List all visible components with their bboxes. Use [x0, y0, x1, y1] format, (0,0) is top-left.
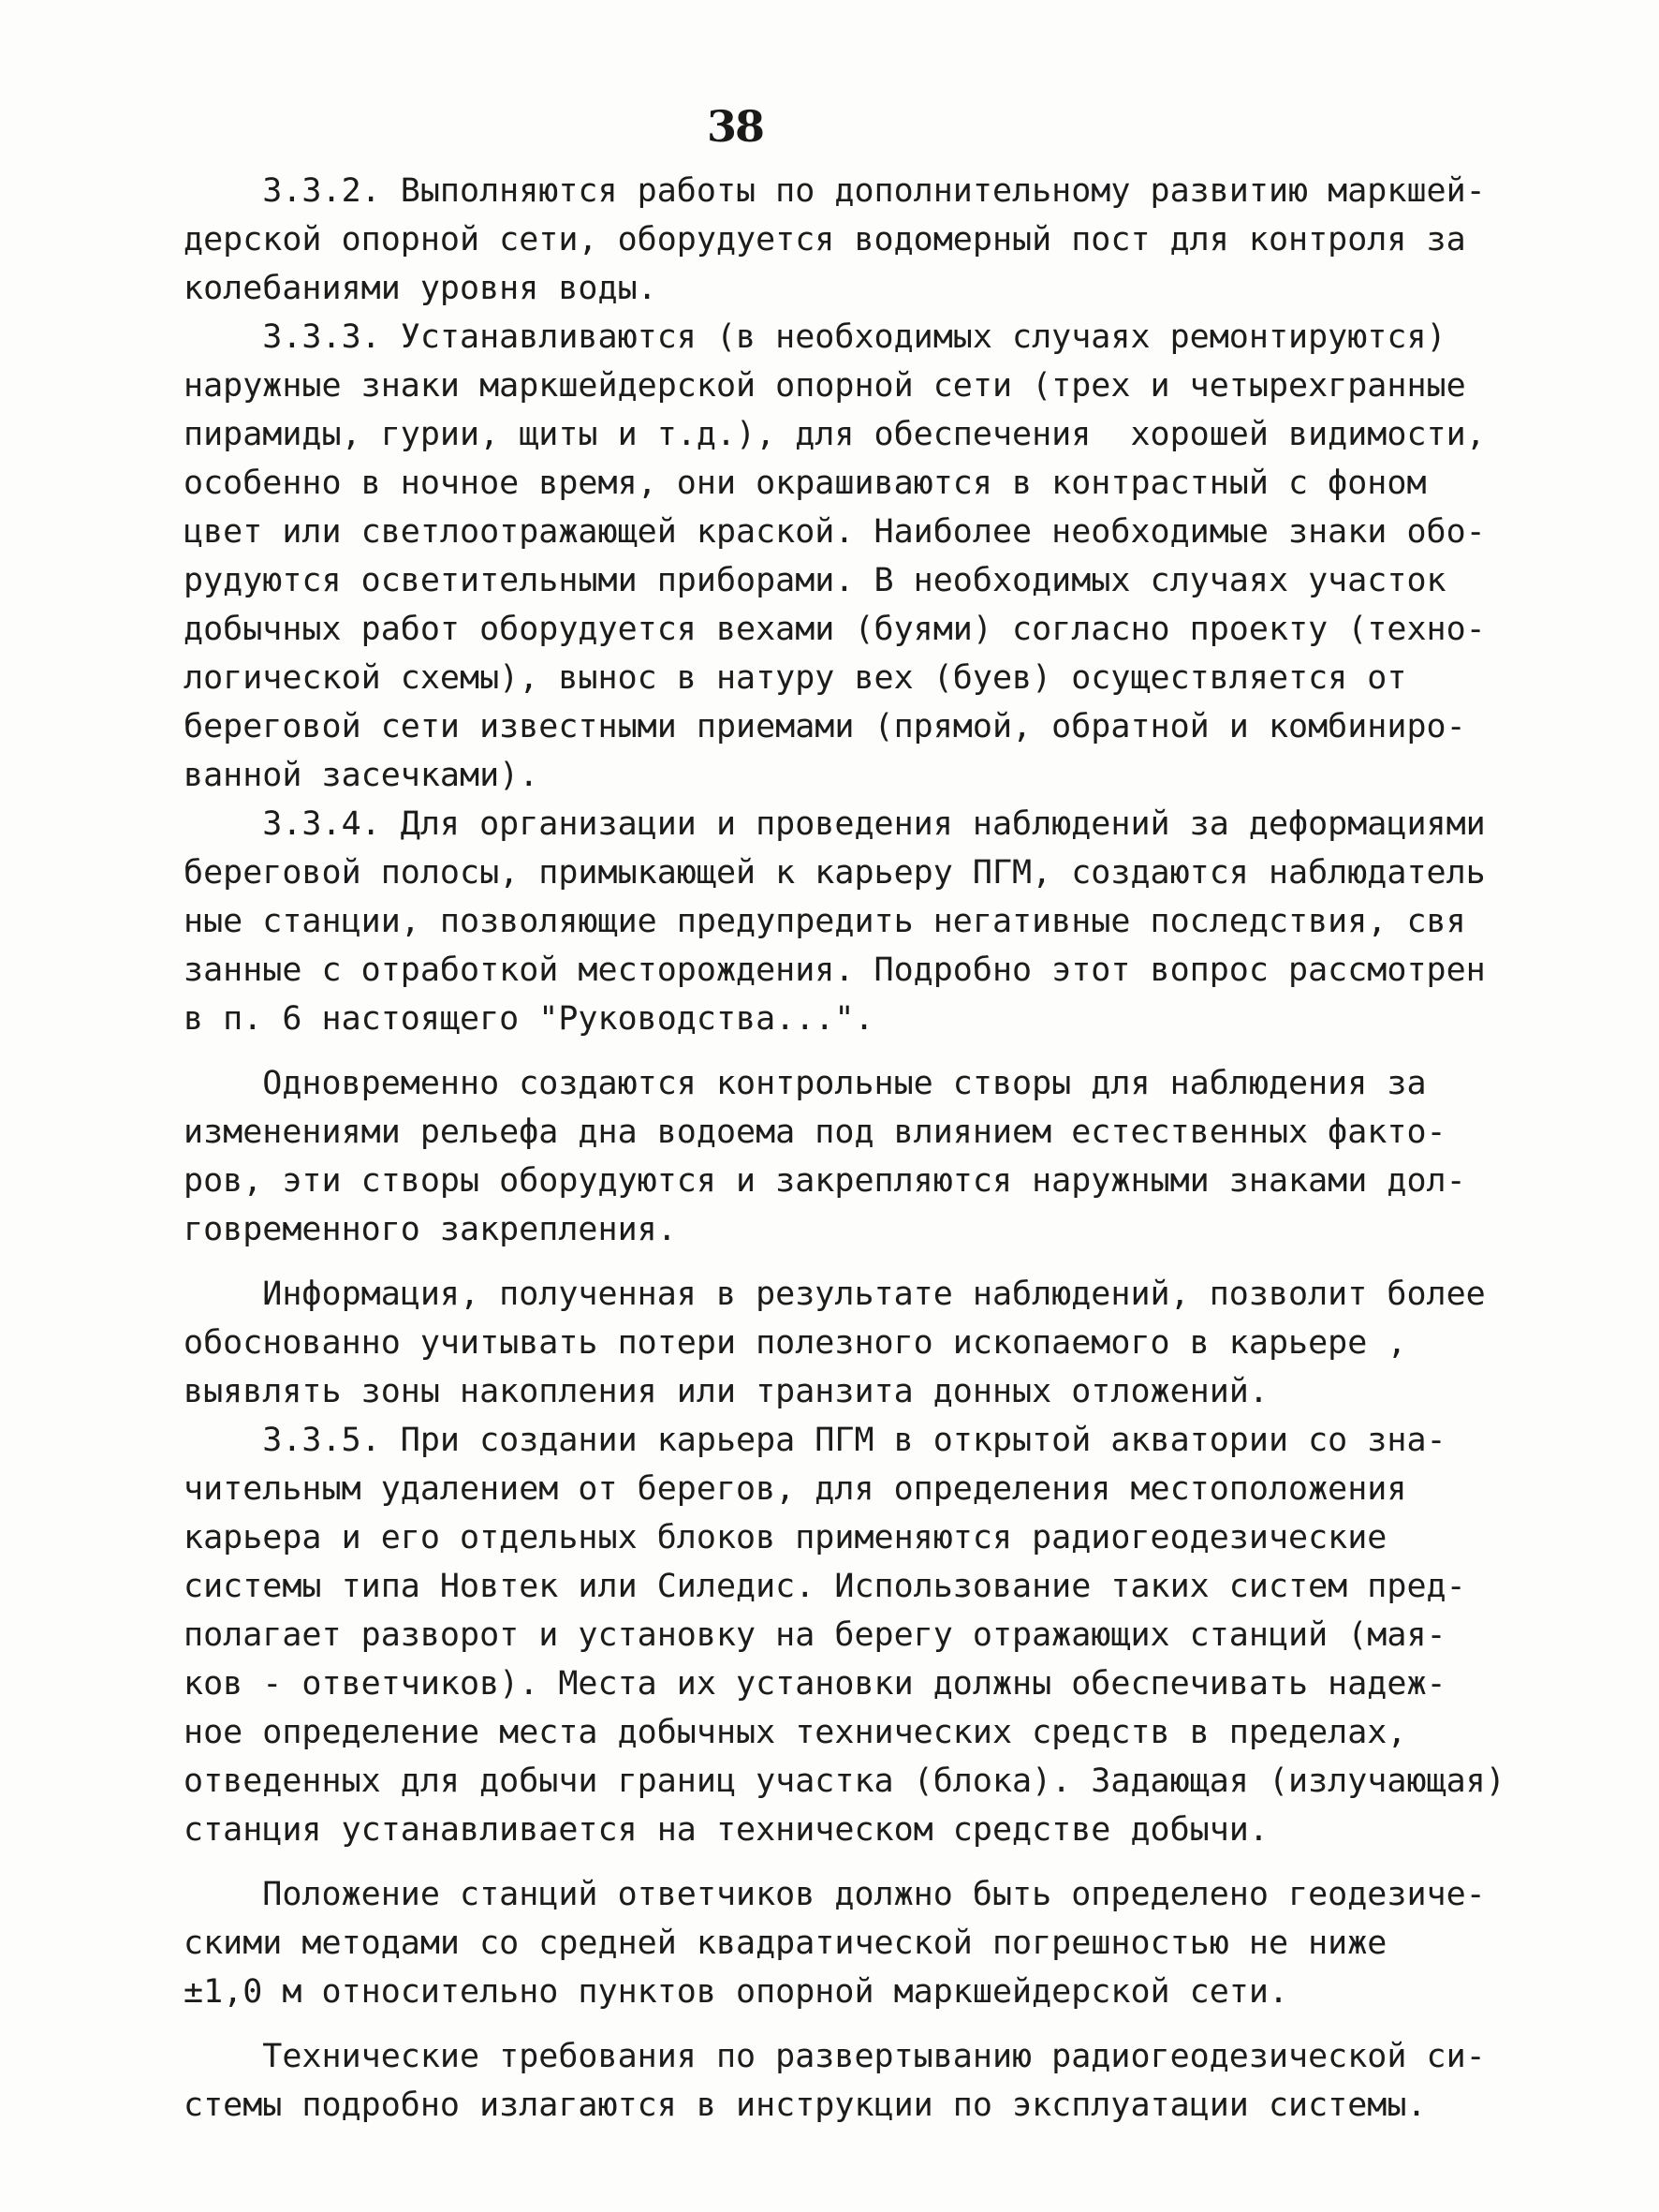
text-line: логической схемы), вынос в натуру вех (буев) осуществляется от	[184, 659, 1407, 697]
text-line: карьера и его отдельных блоков применяются радиогеодезические	[184, 1519, 1387, 1556]
text-line: изменениями рельефа дна водоема под влиянием естественных факто-	[184, 1113, 1446, 1151]
text-line: 3.3.5. При создании карьера ПГМ в открытой акватории со зна-	[184, 1422, 1446, 1459]
text-line: рудуются осветительными приборами. В необходимых случаях участок	[184, 562, 1446, 599]
text-line: станция устанавливается на техническом средстве добычи.	[184, 1811, 1269, 1849]
text-line: наружные знаки маркшейдерской опорной сети (трех и четырехгранные	[184, 367, 1466, 405]
text-line: полагает разворот и установку на берегу отражающих станций (мая-	[184, 1616, 1446, 1654]
paragraph-3-3-4	[184, 800, 1513, 1043]
paragraph-3-3-2	[184, 167, 1513, 313]
text-line: обоснованно учитывать потери полезного ископаемого в карьере ,	[184, 1324, 1407, 1362]
text-line: чительным удалением от берегов, для определения местоположения	[184, 1470, 1407, 1508]
text-line: системы типа Новтек или Силедис. Использование таких систем пред-	[184, 1568, 1466, 1605]
text-line: цвет или светлоотражающей краской. Наиболее необходимые знаки обо-	[184, 513, 1486, 551]
paragraph-gap	[184, 1043, 1513, 1059]
text-line: ное определение места добычных технических средств в пределах,	[184, 1714, 1407, 1751]
text-line: выявлять зоны накопления или транзита донных отложений.	[184, 1373, 1269, 1410]
text-line: дерской опорной сети, оборудуется водомерный пост для контроля за	[184, 221, 1466, 258]
text-line: Одновременно создаются контрольные створы для наблюдения за	[184, 1065, 1427, 1102]
paragraph-control-alignments	[184, 1059, 1513, 1254]
paragraph-information	[184, 1270, 1513, 1416]
text-line: Информация, полученная в результате наблюдений, позволит более	[184, 1276, 1486, 1313]
paragraph-3-3-5	[184, 1416, 1513, 1854]
text-line: ков - ответчиков). Места их установки должны обеспечивать надеж-	[184, 1665, 1446, 1703]
text-line: 3.3.3. Устанавливаются (в необходимых случаях ремонтируются)	[184, 318, 1446, 356]
text-line: Положение станций ответчиков должно быть определено геодезиче-	[184, 1876, 1486, 1913]
paragraph-3-3-3	[184, 313, 1513, 800]
text-line: добычных работ оборудуется вехами (буями) согласно проекту (техно-	[184, 611, 1486, 648]
body-text	[184, 167, 1513, 2130]
text-line: отведенных для добычи границ участка (блока). Задающая (излучающая)	[184, 1762, 1505, 1800]
text-line: скими методами со средней квадратической погрешностью не ниже	[184, 1924, 1387, 1962]
paragraph-technical-requirements	[184, 2032, 1513, 2130]
text-line: пирамиды, гурии, щиты и т.д.), для обеспечения хорошей видимости,	[184, 416, 1486, 453]
text-line: береговой полосы, примыкающей к карьеру ПГМ, создаются наблюдатель	[184, 854, 1486, 892]
paragraph-gap	[184, 1254, 1513, 1270]
text-line: Технические требования по развертыванию радиогеодезической си-	[184, 2038, 1486, 2075]
paragraph-gap	[184, 2016, 1513, 2032]
text-line: 3.3.4. Для организации и проведения наблюдений за деформациями	[184, 805, 1486, 843]
text-line: особенно в ночное время, они окрашиваются в контрастный с фоном	[184, 465, 1427, 502]
text-line: ванной засечками).	[184, 757, 539, 794]
text-line: стемы подробно излагаются в инструкции по эксплуатации системы.	[184, 2087, 1427, 2124]
paragraph-station-positions	[184, 1870, 1513, 2016]
text-line: ±1,0 м относительно пунктов опорной маркшейдерской сети.	[184, 1973, 1289, 2011]
text-line: береговой сети известными приемами (прямой, обратной и комбиниро-	[184, 708, 1466, 745]
text-line: ные станции, позволяющие предупредить негативные последствия, свя	[184, 903, 1466, 940]
page-number: 38	[706, 101, 763, 152]
text-line: занные с отработкой месторождения. Подробно этот вопрос рассмотрен	[184, 951, 1486, 989]
text-line: 3.3.2. Выполняются работы по дополнительному развитию маркшей-	[184, 172, 1486, 210]
text-line: ров, эти створы оборудуются и закрепляются наружными знаками дол-	[184, 1162, 1466, 1200]
paragraph-gap	[184, 1854, 1513, 1870]
text-line: в п. 6 настоящего "Руководства...".	[184, 1000, 874, 1038]
text-line: говременного закрепления.	[184, 1211, 677, 1248]
text-line: колебаниями уровня воды.	[184, 270, 657, 307]
